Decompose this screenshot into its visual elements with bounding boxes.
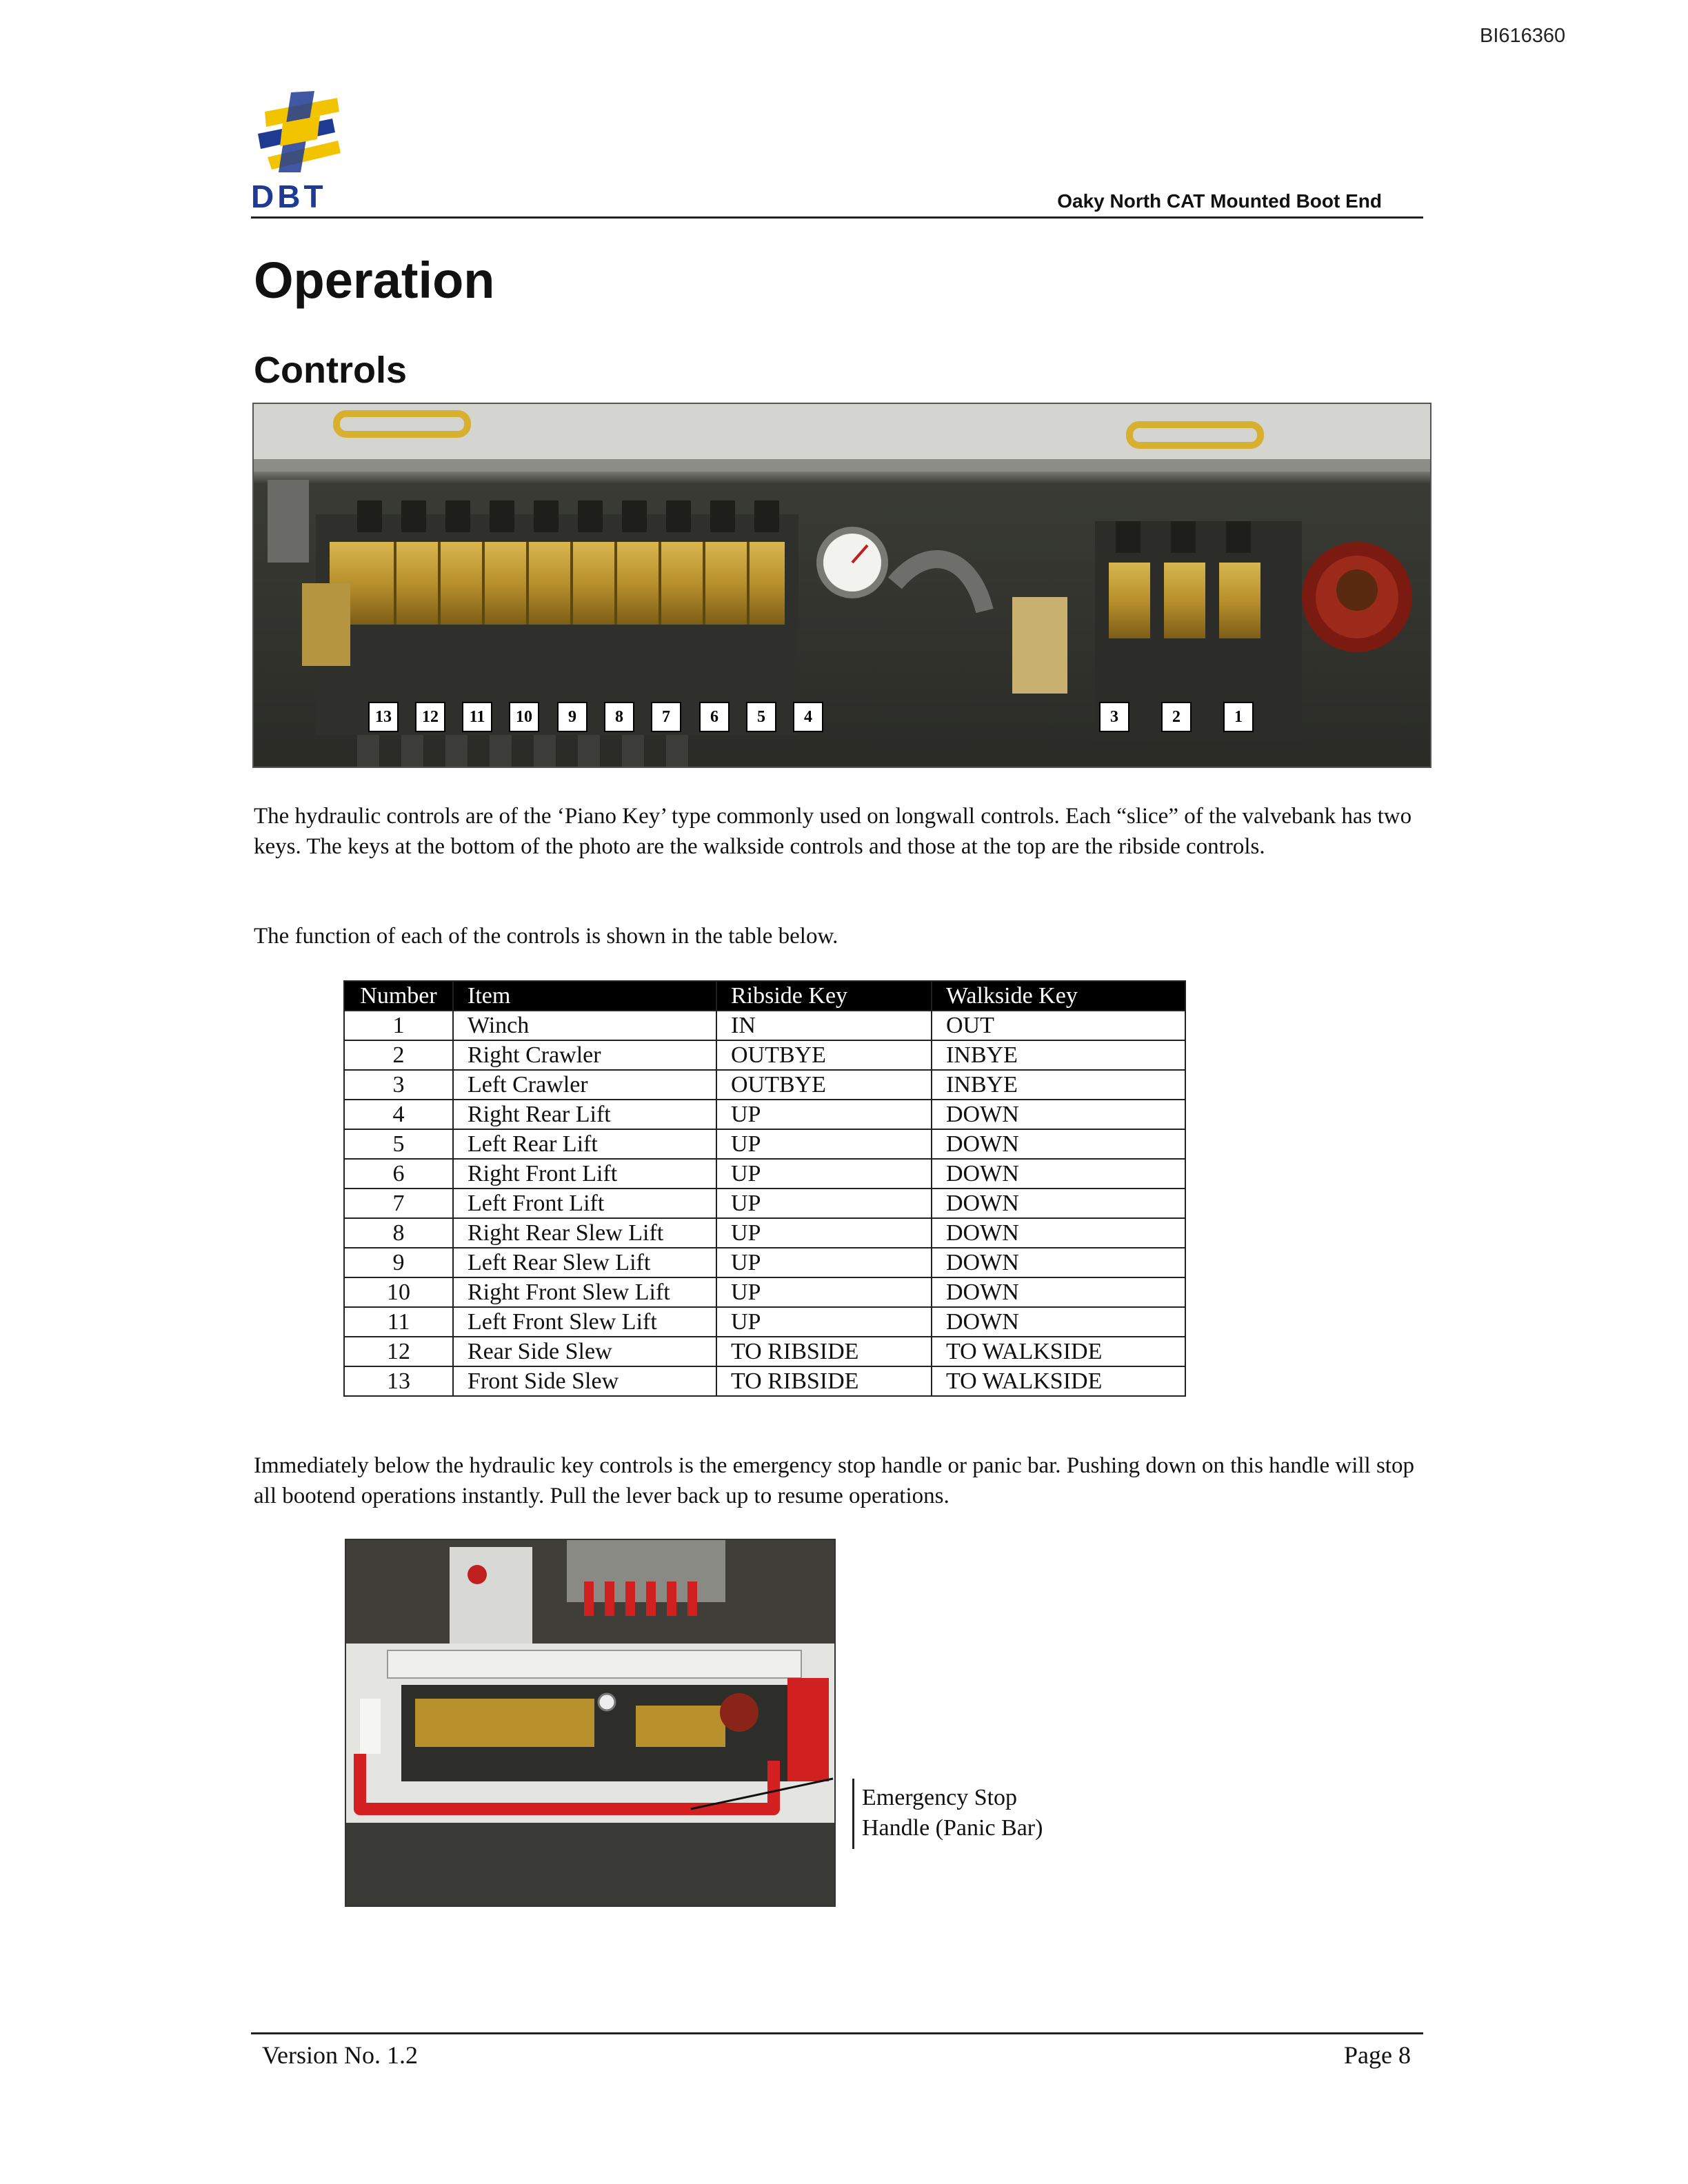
callout-label-5: 5 — [746, 702, 776, 732]
cell-item: Right Front Slew Lift — [453, 1277, 716, 1307]
cell-number: 2 — [344, 1040, 453, 1070]
footer-page-number: Page 8 — [1344, 2041, 1411, 2069]
callout-label-2: 2 — [1161, 702, 1192, 732]
cell-walkside-key: OUT — [932, 1011, 1185, 1040]
cell-number: 3 — [344, 1070, 453, 1100]
cell-ribside-key: UP — [716, 1189, 932, 1218]
callout-label-9: 9 — [557, 702, 587, 732]
callout-line-1: Emergency Stop — [862, 1785, 1018, 1810]
document-id: BI616360 — [1480, 25, 1566, 47]
callout-label-12: 12 — [415, 702, 445, 732]
paragraph-emergency-stop: Immediately below the hydraulic key controls is the emergency stop handle or panic bar. Pushing down on this handle will stop all bootend operations instantly. Pull the lever back up to resume operations. — [254, 1453, 1414, 1508]
cell-item: Right Rear Slew Lift — [453, 1218, 716, 1248]
callout-label-6: 6 — [699, 702, 730, 732]
dbt-logo — [251, 91, 348, 215]
cell-number: 7 — [344, 1189, 453, 1218]
header-title: Oaky North CAT Mounted Boot End — [1057, 190, 1382, 212]
emergency-stop-illustration — [346, 1540, 834, 1905]
callout-label-11: 11 — [462, 702, 492, 732]
table-body — [344, 1011, 1185, 1396]
cell-number: 5 — [344, 1129, 453, 1159]
header-item: Item — [453, 981, 716, 1011]
callout-label-13: 13 — [368, 702, 399, 732]
table-header-row — [344, 981, 1185, 1011]
table-row — [344, 1366, 1185, 1396]
table-row — [344, 1159, 1185, 1189]
table-row — [344, 1129, 1185, 1159]
cell-item: Front Side Slew — [453, 1366, 716, 1396]
table-row — [344, 1337, 1185, 1366]
cell-walkside-key: TO WALKSIDE — [932, 1337, 1185, 1366]
cell-walkside-key: DOWN — [932, 1159, 1185, 1189]
callout-line-2: Handle (Panic Bar) — [862, 1815, 1043, 1841]
callout-label-7: 7 — [651, 702, 681, 732]
cell-ribside-key: UP — [716, 1159, 932, 1189]
cell-ribside-key: IN — [716, 1011, 932, 1040]
cell-item: Right Crawler — [453, 1040, 716, 1070]
table-row — [344, 1189, 1185, 1218]
cell-walkside-key: DOWN — [932, 1129, 1185, 1159]
cell-item: Winch — [453, 1011, 716, 1040]
cell-item: Left Rear Slew Lift — [453, 1248, 716, 1277]
valve-bank-photo — [252, 403, 1431, 768]
callout-label-8: 8 — [604, 702, 634, 732]
cell-number: 12 — [344, 1337, 453, 1366]
cell-item: Left Front Lift — [453, 1189, 716, 1218]
table-row — [344, 1100, 1185, 1129]
cell-number: 1 — [344, 1011, 453, 1040]
paragraph-table-intro: The function of each of the controls is shown in the table below. — [254, 924, 838, 949]
header-rule — [251, 216, 1423, 219]
cell-walkside-key: DOWN — [932, 1100, 1185, 1129]
cell-walkside-key: DOWN — [932, 1277, 1185, 1307]
cell-number: 4 — [344, 1100, 453, 1129]
footer-version: Version No. 1.2 — [262, 2041, 418, 2069]
emergency-stop-photo — [345, 1539, 836, 1907]
header-walkside-key: Walkside Key — [932, 981, 1185, 1011]
panic-bar-callout — [862, 1783, 1043, 1843]
cell-walkside-key: INBYE — [932, 1040, 1185, 1070]
cell-number: 10 — [344, 1277, 453, 1307]
cell-ribside-key: OUTBYE — [716, 1040, 932, 1070]
cell-item: Left Rear Lift — [453, 1129, 716, 1159]
table-row — [344, 1248, 1185, 1277]
cell-ribside-key: UP — [716, 1129, 932, 1159]
table-row — [344, 1070, 1185, 1100]
cell-ribside-key: UP — [716, 1100, 932, 1129]
cell-number: 9 — [344, 1248, 453, 1277]
table-row — [344, 1011, 1185, 1040]
controls-table — [343, 980, 1186, 1397]
table-row — [344, 1307, 1185, 1337]
header-number: Number — [344, 981, 453, 1011]
cell-walkside-key: TO WALKSIDE — [932, 1366, 1185, 1396]
callout-label-3: 3 — [1099, 702, 1129, 732]
cell-number: 11 — [344, 1307, 453, 1337]
cell-number: 8 — [344, 1218, 453, 1248]
cell-ribside-key: UP — [716, 1307, 932, 1337]
cell-ribside-key: UP — [716, 1248, 932, 1277]
cell-ribside-key: UP — [716, 1218, 932, 1248]
callout-label-4: 4 — [793, 702, 823, 732]
cell-walkside-key: DOWN — [932, 1307, 1185, 1337]
callout-line — [852, 1779, 854, 1849]
cell-item: Right Front Lift — [453, 1159, 716, 1189]
cell-walkside-key: INBYE — [932, 1070, 1185, 1100]
cell-item: Left Front Slew Lift — [453, 1307, 716, 1337]
cell-number: 13 — [344, 1366, 453, 1396]
cell-walkside-key: DOWN — [932, 1218, 1185, 1248]
section-title: Operation — [254, 252, 495, 309]
subsection-title: Controls — [254, 350, 407, 391]
cell-item: Left Crawler — [453, 1070, 716, 1100]
cell-ribside-key: UP — [716, 1277, 932, 1307]
cell-ribside-key: TO RIBSIDE — [716, 1337, 932, 1366]
paragraph-piano-key: The hydraulic controls are of the ‘Piano Key’ type commonly used on longwall controls. Each “slice” of the valvebank has two keys. The keys at the bottom of the photo are the walkside controls and those at the top are the ribside controls. — [254, 804, 1412, 859]
cell-item: Right Rear Lift — [453, 1100, 716, 1129]
cell-ribside-key: OUTBYE — [716, 1070, 932, 1100]
cell-walkside-key: DOWN — [932, 1248, 1185, 1277]
table-row — [344, 1277, 1185, 1307]
callout-label-10: 10 — [509, 702, 539, 732]
cell-item: Rear Side Slew — [453, 1337, 716, 1366]
cell-ribside-key: TO RIBSIDE — [716, 1366, 932, 1396]
cell-walkside-key: DOWN — [932, 1189, 1185, 1218]
table-row — [344, 1218, 1185, 1248]
dbt-logo-mark — [251, 91, 348, 174]
cell-number: 6 — [344, 1159, 453, 1189]
footer-rule — [251, 2032, 1423, 2034]
logo-text: DBT — [251, 179, 327, 214]
header-ribside-key: Ribside Key — [716, 981, 932, 1011]
table-row — [344, 1040, 1185, 1070]
callout-label-1: 1 — [1223, 702, 1254, 732]
